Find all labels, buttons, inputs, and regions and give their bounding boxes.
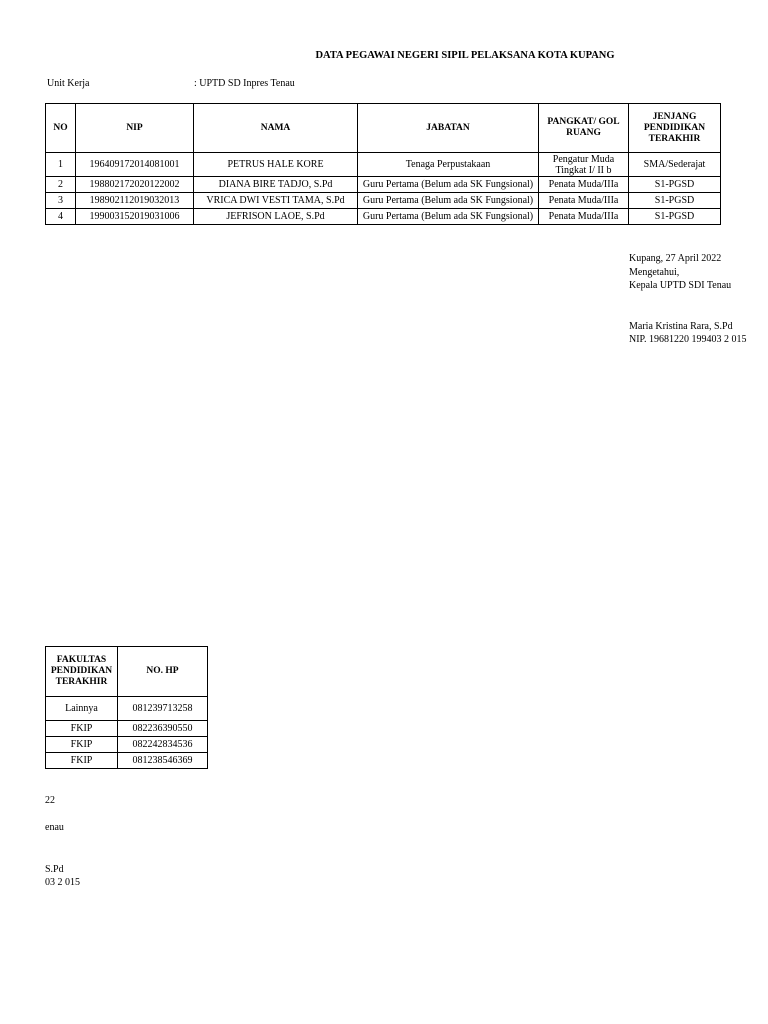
table-row	[46, 721, 208, 737]
cell-pangkat: Penata Muda/IIIa	[539, 209, 629, 225]
cell-nip: 198802172020122002	[76, 177, 194, 193]
header-nip: NIP	[76, 104, 194, 153]
signature-position: Kepala UPTD SDI Tenau	[629, 280, 732, 291]
table-row	[46, 697, 208, 721]
cell-no: 2	[46, 177, 76, 193]
header-nama: NAMA	[194, 104, 358, 153]
header-fakultas: FAKULTAS PENDIDIKAN TERAKHIR	[46, 647, 118, 697]
pangkat-line-1: Pengatur Muda	[552, 153, 615, 165]
signature-place-date: Kupang, 27 April 2022	[629, 253, 722, 264]
cell-hp: 082242834536	[118, 737, 208, 753]
header-pangkat: PANGKAT/ GOL RUANG	[539, 104, 629, 153]
unit-kerja-value: : UPTD SD Inpres Tenau	[194, 78, 295, 89]
cell-nip: 199003152019031006	[76, 209, 194, 225]
cell-fakultas: FKIP	[46, 753, 118, 769]
table-row	[46, 753, 208, 769]
faculty-phone-table	[45, 646, 208, 769]
cell-fakultas: FKIP	[46, 737, 118, 753]
date-fragment: 22	[45, 795, 55, 806]
cell-no: 3	[46, 193, 76, 209]
cell-jabatan: Guru Pertama (Belum ada SK Fungsional)	[358, 209, 539, 225]
cell-jabatan: Tenaga Perpustakaan	[358, 153, 539, 177]
table-row	[46, 153, 721, 177]
cell-hp: 081238546369	[118, 753, 208, 769]
cell-nama: PETRUS HALE KORE	[194, 153, 358, 177]
cell-no: 1	[46, 153, 76, 177]
cell-nama: VRICA DWI VESTI TAMA, S.Pd	[194, 193, 358, 209]
header-jabatan: JABATAN	[358, 104, 539, 153]
table-row	[46, 177, 721, 193]
table-header-row	[46, 647, 208, 697]
table-row	[46, 209, 721, 225]
signature-name: Maria Kristina Rara, S.Pd	[629, 321, 733, 332]
position-fragment: enau	[45, 822, 64, 833]
header-no: NO	[46, 104, 76, 153]
name-fragment: S.Pd	[45, 864, 64, 875]
cell-nip: 198902112019032013	[76, 193, 194, 209]
unit-kerja-label: Unit Kerja	[47, 78, 90, 89]
cell-fakultas: FKIP	[46, 721, 118, 737]
cell-no: 4	[46, 209, 76, 225]
cell-hp: 082236390550	[118, 721, 208, 737]
table-header-row	[46, 104, 721, 153]
employee-table	[45, 103, 721, 225]
cell-nama: JEFRISON LAOE, S.Pd	[194, 209, 358, 225]
header-jenjang: JENJANG PENDIDIKAN TERAKHIR	[629, 104, 721, 153]
cell-pangkat	[539, 153, 629, 177]
cell-jabatan: Guru Pertama (Belum ada SK Fungsional)	[358, 193, 539, 209]
table-row	[46, 193, 721, 209]
table-row	[46, 737, 208, 753]
nip-fragment: 03 2 015	[45, 877, 80, 888]
cell-nama: DIANA BIRE TADJO, S.Pd	[194, 177, 358, 193]
cell-pangkat: Penata Muda/IIIa	[539, 193, 629, 209]
cell-jenjang: S1-PGSD	[629, 177, 721, 193]
signature-nip: NIP. 19681220 199403 2 015	[629, 334, 747, 345]
cell-jenjang: S1-PGSD	[629, 209, 721, 225]
header-hp: NO. HP	[118, 647, 208, 697]
cell-jenjang: SMA/Sederajat	[629, 153, 721, 177]
cell-nip: 196409172014081001	[76, 153, 194, 177]
cell-fakultas: Lainnya	[46, 697, 118, 721]
cell-hp: 081239713258	[118, 697, 208, 721]
signature-acknowledged: Mengetahui,	[629, 267, 680, 278]
cell-pangkat: Penata Muda/IIIa	[539, 177, 629, 193]
cell-jenjang: S1-PGSD	[629, 193, 721, 209]
pangkat-line-2: Tingkat I/ II b	[555, 164, 612, 176]
cell-jabatan: Guru Pertama (Belum ada SK Fungsional)	[358, 177, 539, 193]
document-title: DATA PEGAWAI NEGERI SIPIL PELAKSANA KOTA KUPANG	[315, 50, 615, 61]
